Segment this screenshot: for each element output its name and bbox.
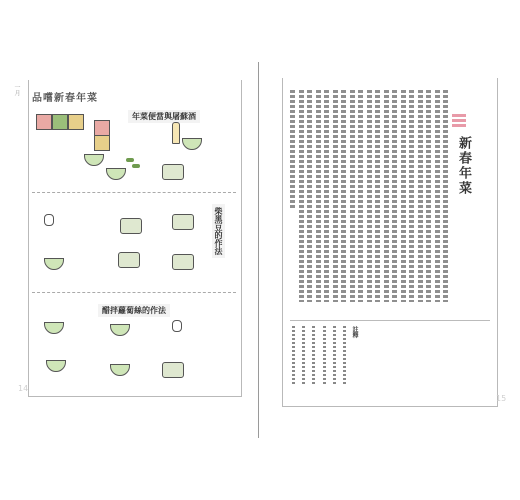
sake-bottle-illustration [172,122,180,144]
pot-illustration [172,254,194,270]
hand-illustration [44,214,54,226]
section-divider [32,292,236,293]
page-fold [258,62,259,438]
section-title-radish: 醋拌蘿蔔絲的作法 [98,304,170,317]
page-number: 14 [18,384,29,393]
stacked-box-illustration [94,135,110,151]
pot-illustration [118,252,140,268]
page-number: 15 [496,394,507,403]
notes-text-columns [292,326,346,398]
bento-box-illustration [68,114,84,130]
stacked-box-illustration [94,120,110,136]
notes-divider [290,320,490,321]
grater-illustration [162,362,184,378]
herb-illustration [126,158,134,162]
dish-illustration [162,164,184,180]
pot-illustration [120,218,142,234]
body-text-columns [290,90,448,302]
section-divider [32,192,236,193]
left-page-title: 品嚐新春年菜 [32,93,98,104]
section-title-bento: 年菜便當與屠蘇酒 [128,110,200,123]
hand-illustration [172,320,182,332]
right-page [282,64,508,414]
stacked-box-icon [452,114,466,128]
section-title-beans: 柴黑豆的作法 [212,204,225,258]
left-page [13,68,240,408]
bento-box-illustration [52,114,68,130]
pot-illustration [172,214,194,230]
notes-label: 註釋 [351,326,358,338]
bento-box-illustration [36,114,52,130]
right-page-title: 新春年菜 [456,136,471,196]
chapter-tag: 一月 [13,84,20,96]
herb-illustration [132,164,140,168]
